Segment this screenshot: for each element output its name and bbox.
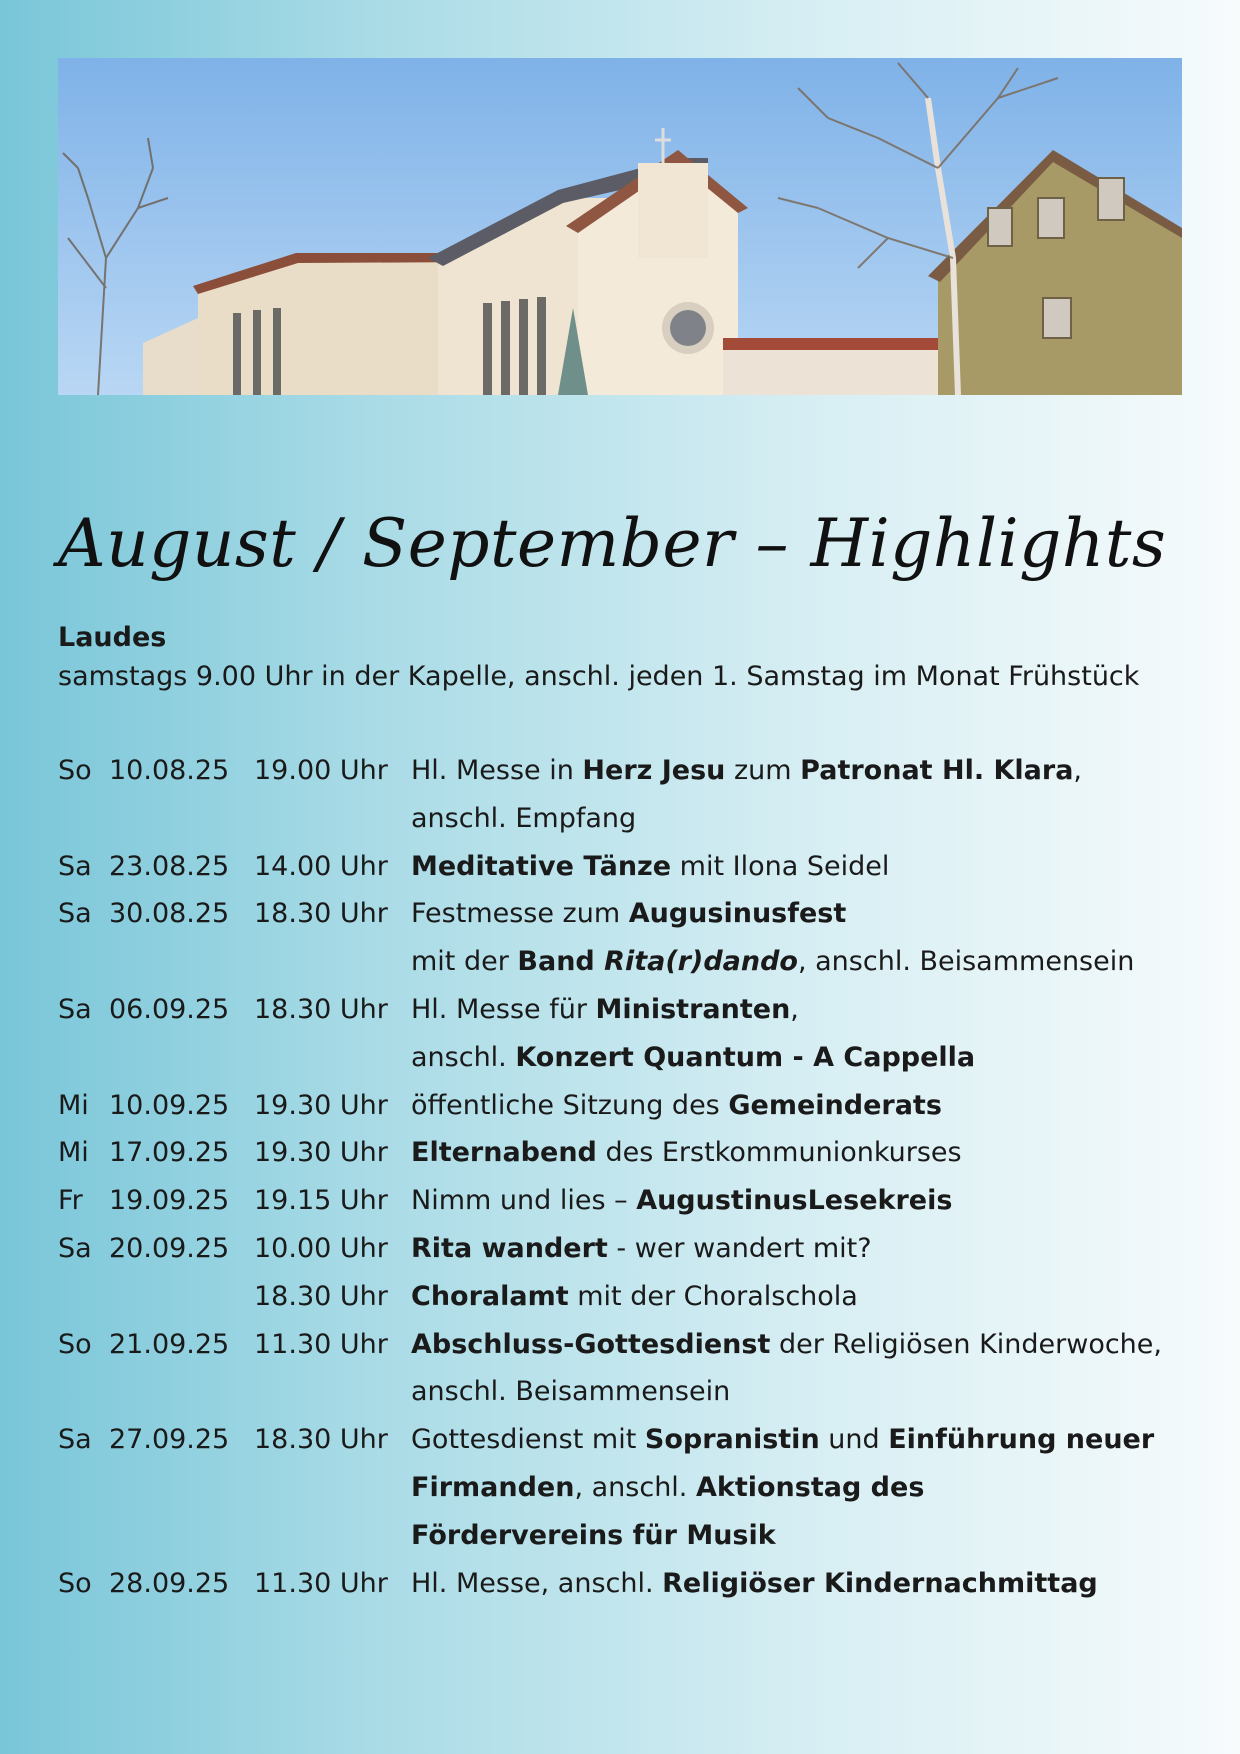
event-day: Sa [58, 993, 92, 1025]
event-date: 30.08.25 [109, 898, 230, 930]
event-text: mit der Choralschola [568, 1280, 858, 1312]
event-row [58, 843, 1178, 891]
event-row [58, 938, 1178, 986]
event-highlight: Rita wandert [411, 1232, 608, 1264]
event-time: 18.30 Uhr [254, 1280, 388, 1312]
event-highlight: Firmanden [411, 1471, 575, 1503]
event-day: So [58, 1328, 92, 1360]
event-day: Sa [58, 1232, 92, 1264]
event-highlight: Religiöser Kindernachmittag [662, 1567, 1098, 1599]
event-text: anschl. [411, 1041, 516, 1073]
event-day: Sa [58, 898, 92, 930]
event-description [411, 1129, 962, 1177]
event-list [58, 747, 1178, 1607]
event-row [58, 986, 1178, 1034]
event-highlight: Rita(r)dando [604, 946, 798, 978]
event-description [411, 1368, 730, 1416]
event-highlight: AugustinusLesekreis [636, 1185, 953, 1217]
event-row [58, 890, 1178, 938]
event-time: 18.30 Uhr [254, 898, 388, 930]
event-text: Festmesse zum [411, 898, 629, 930]
church-photo [58, 58, 1182, 395]
event-row [58, 1082, 1178, 1130]
event-description [411, 747, 1082, 795]
event-description [411, 1273, 858, 1321]
event-text: mit Ilona Seidel [671, 850, 890, 882]
event-text: mit der [411, 946, 518, 978]
event-time: 19.30 Uhr [254, 1089, 388, 1121]
event-day: So [58, 755, 92, 786]
event-row [58, 1512, 1178, 1560]
event-row [58, 1273, 1178, 1321]
event-description [411, 1225, 872, 1273]
event-description [411, 1034, 975, 1082]
event-date: 17.09.25 [109, 1137, 230, 1169]
event-highlight: Band [517, 946, 605, 978]
event-time: 19.30 Uhr [254, 1137, 388, 1169]
event-description [411, 795, 636, 843]
event-highlight: Elternabend [411, 1137, 597, 1169]
event-description [411, 1321, 1162, 1369]
event-row [58, 1034, 1178, 1082]
event-time: 18.30 Uhr [254, 1424, 388, 1456]
event-date: 10.08.25 [109, 755, 230, 786]
event-row [58, 1464, 1178, 1512]
event-text: Gottesdienst mit [411, 1424, 645, 1456]
event-row [58, 795, 1178, 843]
event-description [411, 1464, 924, 1512]
event-date: 23.08.25 [109, 850, 230, 882]
event-day: Mi [58, 1137, 89, 1169]
event-text: , anschl. Beisammensein [797, 946, 1135, 978]
event-highlight: Aktionstag des [695, 1471, 925, 1503]
event-text: der Religiösen Kinderwoche, [770, 1328, 1162, 1360]
event-highlight: Meditative Tänze [411, 850, 672, 882]
event-highlight: Herz Jesu [582, 755, 726, 786]
event-time: 19.00 Uhr [254, 755, 388, 786]
event-row [58, 1177, 1178, 1225]
event-time: 14.00 Uhr [254, 850, 388, 882]
event-day: Fr [58, 1185, 83, 1217]
laudes-heading: Laudes [58, 622, 167, 653]
event-day: Sa [58, 1424, 92, 1456]
event-date: 21.09.25 [109, 1328, 230, 1360]
event-text: anschl. Beisammensein [411, 1376, 731, 1408]
event-highlight: Einführung neuer [888, 1424, 1155, 1456]
event-row [58, 1368, 1178, 1416]
event-highlight: Konzert Quantum - A Cappella [515, 1041, 976, 1073]
event-text: , [790, 993, 799, 1025]
event-description [411, 1512, 776, 1560]
event-row [58, 1416, 1178, 1464]
event-highlight: Augusinusfest [628, 898, 847, 930]
event-description [411, 1560, 1098, 1608]
event-highlight: Sopranistin [644, 1424, 820, 1456]
event-date: 20.09.25 [109, 1232, 230, 1264]
laudes-text: samstags 9.00 Uhr in der Kapelle, anschl. jeden 1. Samstag im Monat Frühstück [58, 661, 1140, 692]
event-row [58, 1129, 1178, 1177]
event-row [58, 1321, 1178, 1369]
event-highlight: Abschluss-Gottesdienst [411, 1328, 771, 1360]
event-text: des Erstkommunionkurses [596, 1137, 962, 1169]
event-time: 11.30 Uhr [254, 1567, 388, 1599]
event-date: 19.09.25 [109, 1185, 230, 1217]
event-text: und [819, 1424, 889, 1456]
event-description [411, 1177, 952, 1225]
event-text: anschl. Empfang [411, 802, 637, 834]
event-time: 19.15 Uhr [254, 1185, 388, 1217]
event-description [411, 938, 1134, 986]
event-description [411, 843, 889, 891]
event-time: 11.30 Uhr [254, 1328, 388, 1360]
page-title: August / September – Highlights [58, 505, 1167, 582]
event-text: Hl. Messe in [411, 755, 583, 786]
event-text: , [1073, 755, 1083, 786]
event-day: Mi [58, 1089, 89, 1121]
event-text: Nimm und lies – [411, 1185, 637, 1217]
event-description [411, 1416, 1154, 1464]
event-highlight: Gemeinderats [728, 1089, 942, 1121]
event-highlight: Ministranten [595, 993, 791, 1025]
event-text: öffentliche Sitzung des [411, 1089, 729, 1121]
event-time: 10.00 Uhr [254, 1232, 388, 1264]
event-description [411, 1082, 942, 1130]
event-highlight: Patronat Hl. Klara [800, 755, 1074, 786]
event-text: zum [725, 755, 801, 786]
event-text: , anschl. [574, 1471, 696, 1503]
event-date: 28.09.25 [109, 1567, 230, 1599]
event-text: Hl. Messe für [411, 993, 596, 1025]
event-description [411, 986, 799, 1034]
event-date: 10.09.25 [109, 1089, 230, 1121]
event-highlight: Choralamt [411, 1280, 569, 1312]
event-row [58, 1225, 1178, 1273]
event-text: Hl. Messe, anschl. [411, 1567, 663, 1599]
event-text: - wer wandert mit? [607, 1232, 872, 1264]
event-highlight: Fördervereins für Musik [411, 1519, 776, 1551]
event-row [58, 747, 1178, 795]
event-description [411, 890, 846, 938]
event-day: So [58, 1567, 92, 1599]
event-date: 06.09.25 [109, 993, 230, 1025]
event-time: 18.30 Uhr [254, 993, 388, 1025]
event-row [58, 1560, 1178, 1608]
event-day: Sa [58, 850, 92, 882]
event-date: 27.09.25 [109, 1424, 230, 1456]
